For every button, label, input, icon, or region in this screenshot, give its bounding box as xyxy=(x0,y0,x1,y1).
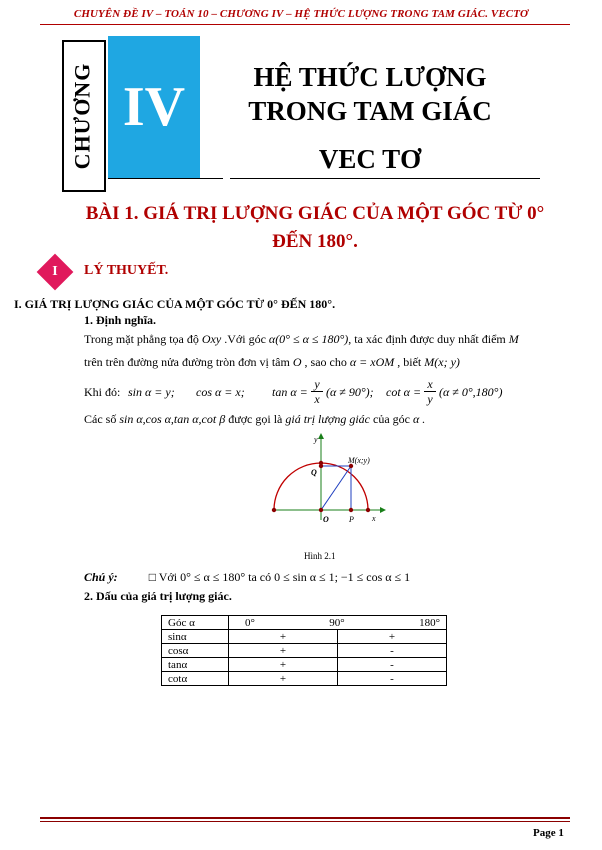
segment-om xyxy=(321,466,351,510)
m-label: M(x;y) xyxy=(348,456,370,465)
x-axis-arrow-icon xyxy=(380,507,386,513)
oxy-symbol: Oxy xyxy=(201,332,222,346)
chapter-rule-left xyxy=(108,178,223,179)
values-list: sin α,cos α,tan α,cot β xyxy=(119,412,226,426)
y-axis-arrow-icon xyxy=(318,433,324,439)
lesson-title-line1: BÀI 1. GIÁ TRỊ LƯỢNG GIÁC CỦA MỘT GÓC TỪ 0° xyxy=(85,203,545,224)
chapter-title-line1: HỆ THỨC LƯỢNG xyxy=(253,62,487,92)
formula-sin: sin α = y; xyxy=(128,385,175,399)
chapter-numeral: IV xyxy=(122,76,186,138)
formula-tan-fraction: y x xyxy=(311,377,323,406)
table-row: sinα + + xyxy=(162,630,447,644)
q-label: Q xyxy=(311,468,317,477)
chapter-title-line2: TRONG TAM GIÁC xyxy=(248,96,492,126)
table-header-cell: 0° xyxy=(245,616,255,629)
p-label: P xyxy=(349,515,354,524)
values-term: giá trị lượng giác xyxy=(285,412,370,426)
lesson-title xyxy=(50,200,580,256)
lesson-title-line2: ĐẾN 180°. xyxy=(272,231,358,252)
formula-line xyxy=(84,377,584,409)
formula-cos: cos α = x; xyxy=(196,385,245,399)
note-text: □ Với 0° ≤ α ≤ 180° ta có 0 ≤ sin α ≤ 1; −1 ≤ cos α ≤ 1 xyxy=(148,570,411,584)
point-right xyxy=(366,508,370,512)
point-left xyxy=(272,508,276,512)
footer-rule xyxy=(40,817,570,819)
angle-xom: α = xOM xyxy=(349,355,395,369)
note-label: Chú ý: xyxy=(84,570,118,584)
sign-heading: 2. Dấu của giá trị lượng giác. xyxy=(84,589,232,603)
section-badge-number: I xyxy=(52,264,58,279)
point-o xyxy=(319,508,323,512)
table-header-angles xyxy=(229,616,447,630)
header-rule xyxy=(40,24,570,25)
sign-table xyxy=(161,615,447,686)
formula-cot-lhs: cot α = xyxy=(386,385,422,399)
table-header-row xyxy=(162,616,447,630)
table-row: cotα + - xyxy=(162,672,447,686)
table-row: tanα + - xyxy=(162,658,447,672)
formula-label: Khi đó: xyxy=(84,385,121,399)
definition-line1: Trong mặt phẳng tọa độ Oxy .Với góc α(0° ≤ α ≤ 180°), ta xác định được duy nhất điểm M xyxy=(84,332,519,346)
chapter-title-line3: VEC TƠ xyxy=(318,144,422,174)
y-label: y xyxy=(314,435,318,444)
unit-circle-figure xyxy=(262,430,392,530)
o-label: O xyxy=(323,515,329,524)
definition-heading: 1. Định nghĩa. xyxy=(84,313,157,327)
point-top xyxy=(319,461,323,465)
alpha-range: α(0° ≤ α ≤ 180°) xyxy=(268,332,349,346)
formula-tan-lhs: tan α = xyxy=(272,385,308,399)
page-number: Page 1 xyxy=(533,827,564,839)
formula-cot-fraction: x y xyxy=(424,377,436,406)
chapter-numeral-box xyxy=(108,36,200,178)
formula-tan-condition: (α ≠ 90°); xyxy=(326,385,374,399)
formula-cot-condition: (α ≠ 0°,180°) xyxy=(439,385,503,399)
point-p xyxy=(349,508,353,512)
point-m-coords: M(x; y) xyxy=(424,355,460,369)
table-header-cell: 180° xyxy=(419,616,440,629)
footer-rule-thin xyxy=(40,821,570,822)
point-m: M xyxy=(508,332,519,346)
x-label: x xyxy=(372,514,376,523)
chapter-rule-right xyxy=(230,178,540,179)
table-header-cell: 90° xyxy=(329,616,345,629)
subsection-heading: I. GIÁ TRỊ LƯỢNG GIÁC CỦA MỘT GÓC TỪ 0° ĐẾN 180°. xyxy=(14,297,336,311)
table-header-cell: Góc α xyxy=(162,616,229,630)
values-sentence: Các số sin α,cos α,tan α,cot β được gọi là giá trị lượng giác của góc α . xyxy=(84,412,426,426)
section-heading: LÝ THUYẾT. xyxy=(84,263,169,278)
definition-line2: trên trên đường nửa đường tròn đơn vị tâm O , sao cho α = xOM , biết M(x; y) xyxy=(84,355,460,369)
note-line xyxy=(84,570,410,585)
center-o: O xyxy=(292,355,302,369)
figure-caption: Hình 2.1 xyxy=(304,551,336,561)
chapter-title xyxy=(225,60,515,176)
chapter-word: CHƯƠNG xyxy=(69,62,94,170)
running-header: CHUYÊN ĐỀ IV – TOÁN 10 – CHƯƠNG IV – HỆ THỨC LƯỢNG TRONG TAM GIÁC. VECTƠ xyxy=(73,8,529,20)
table-row: cosα + - xyxy=(162,644,447,658)
